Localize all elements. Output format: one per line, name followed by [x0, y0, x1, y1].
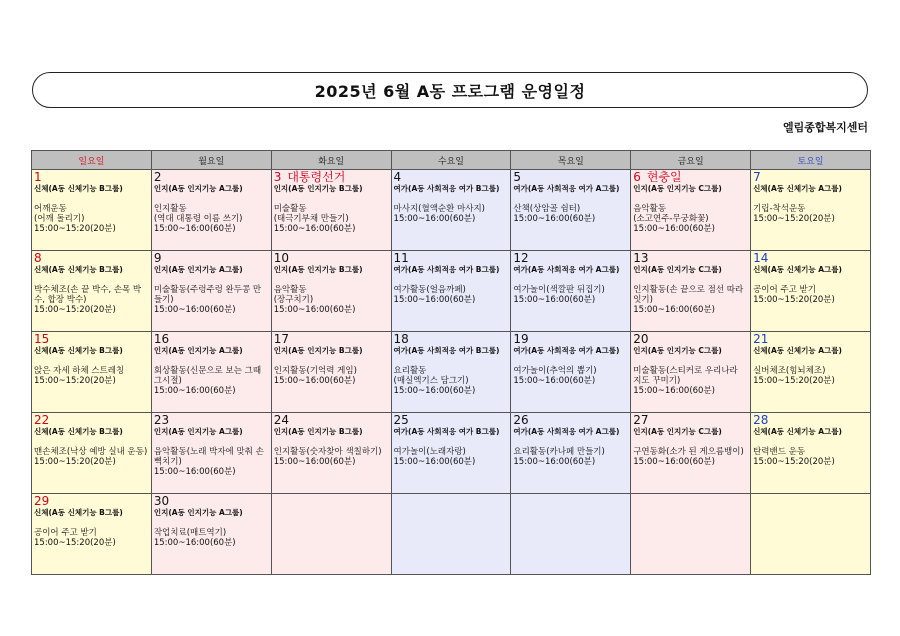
- program-group: 신체(A동 신체기능 A그룹): [753, 427, 842, 436]
- program-group: 인지(A동 인지기능 C그룹): [633, 346, 722, 355]
- program-name: 음악활동: [633, 204, 667, 214]
- program-name: 인지활동(숫자찾아 색칠하기): [273, 447, 382, 457]
- program-time: 15:00~16:00(60분): [633, 386, 715, 396]
- program-name: 마사지(혈액순환 마사지): [393, 204, 485, 214]
- program-name: 회상활동(신문으로 보는 그때 그시절): [153, 366, 262, 386]
- day-number: 6: [633, 170, 641, 184]
- day-cell: [751, 332, 871, 413]
- program-name: 공이어 주고 받기: [753, 285, 816, 295]
- program-name: 인지활동(기억력 게임): [273, 366, 357, 376]
- program-group: 인지(A동 인지기능 B그룹): [273, 346, 363, 355]
- program-name: (매실엑기스 담그기): [393, 376, 469, 386]
- program-name: (어깨 돌리기): [34, 214, 85, 224]
- day-number: 23: [153, 413, 170, 427]
- program-name: (장구치기): [273, 295, 314, 305]
- program-group: 인지(A동 인지기능 A그룹): [153, 427, 243, 436]
- day-cell: [391, 170, 511, 251]
- program-name: 박수체조(손 끝 박수, 손목 박수, 합장 박수): [34, 285, 142, 305]
- program-name: 인지활동: [153, 204, 187, 214]
- day-cell: [151, 332, 271, 413]
- day-number: 21: [753, 332, 769, 346]
- day-cell: [271, 251, 391, 332]
- program-group: 인지(A동 인지기능 C그룹): [633, 427, 722, 436]
- week-row: [32, 251, 871, 332]
- program-group: 여가(A동 사회적응 여가 B그룹): [393, 184, 500, 193]
- day-number: 18: [393, 332, 409, 346]
- program-time: 15:00~15:20(20분): [34, 457, 116, 467]
- day-cell: [391, 332, 511, 413]
- day-cell: [631, 332, 751, 413]
- program-name: 기립-착석운동: [753, 204, 806, 214]
- program-time: 15:00~16:00(60분): [633, 224, 715, 234]
- day-cell: [751, 251, 871, 332]
- program-name: 미술활동: [273, 204, 307, 214]
- program-name: 실버체조(힘뇌체조): [753, 366, 826, 376]
- day-cell: [511, 332, 631, 413]
- day-number: 27: [633, 413, 649, 427]
- program-time: 15:00~16:00(60분): [393, 295, 476, 305]
- program-group: 여가(A동 사회적응 여가 A그룹): [513, 265, 620, 274]
- program-name: 탄력밴드 운동: [753, 447, 806, 457]
- program-group: 여가(A동 사회적응 여가 B그룹): [393, 346, 500, 355]
- day-number: 3: [273, 170, 282, 184]
- program-group: 인지(A동 인지기능 B그룹): [273, 427, 363, 436]
- day-cell: [511, 170, 631, 251]
- program-name: 공이어 주고 받기: [34, 528, 97, 538]
- program-time: 15:00~16:00(60분): [393, 214, 476, 224]
- day-number: 15: [34, 332, 50, 346]
- weekday-header: 수요일: [391, 151, 511, 170]
- day-cell: [32, 413, 152, 494]
- day-cell: [151, 413, 271, 494]
- day-cell: [511, 413, 631, 494]
- program-time: 15:00~16:00(60분): [273, 457, 356, 467]
- week-row: [32, 494, 871, 575]
- day-number: 10: [273, 251, 289, 265]
- day-cell: [271, 413, 391, 494]
- day-cell: [151, 251, 271, 332]
- program-group: 여가(A동 사회적응 여가 B그룹): [393, 265, 500, 274]
- day-cell: [32, 251, 152, 332]
- weekday-header: 토요일: [751, 151, 871, 170]
- weekday-header: 목요일: [511, 151, 631, 170]
- program-name: (소고연주-무궁화꽃): [633, 214, 709, 224]
- day-number: 7: [753, 170, 761, 184]
- program-time: 15:00~16:00(60분): [273, 224, 356, 234]
- program-time: 15:00~15:20(20분): [34, 376, 116, 386]
- day-cell: [271, 170, 391, 251]
- program-name: 인지활동(손 끝으로 점선 따라 잇기): [633, 285, 744, 305]
- program-time: 15:00~16:00(60분): [153, 467, 236, 477]
- day-cell: [32, 494, 152, 575]
- program-time: 15:00~16:00(60분): [273, 376, 356, 386]
- program-group: 인지(A동 인지기능 C그룹): [633, 184, 722, 193]
- program-group: 인지(A동 인지기능 B그룹): [273, 184, 363, 193]
- day-cell: [391, 413, 511, 494]
- program-time: 15:00~16:00(60분): [393, 386, 476, 396]
- program-group: 인지(A동 인지기능 A그룹): [153, 184, 243, 193]
- program-name: 구연동화(소가 된 게으름뱅이): [633, 447, 744, 457]
- day-number: 29: [34, 494, 50, 508]
- program-name: 산책(상암골 쉼터): [513, 204, 581, 214]
- program-group: 여가(A동 사회적응 여가 B그룹): [393, 427, 500, 436]
- day-cell: [151, 494, 271, 575]
- week-row: [32, 413, 871, 494]
- program-time: 15:00~15:20(20분): [34, 305, 116, 315]
- day-number: 5: [513, 170, 522, 184]
- monthly-schedule-table: [31, 150, 871, 575]
- day-number: 25: [393, 413, 409, 427]
- week-row: [32, 332, 871, 413]
- day-cell: [511, 494, 631, 575]
- day-number: 1: [34, 170, 42, 184]
- program-time: 15:00~16:00(60분): [153, 224, 236, 234]
- program-name: 여가놀이(노래자랑): [393, 447, 466, 457]
- day-cell: [631, 494, 751, 575]
- program-group: 여가(A동 사회적응 여가 A그룹): [513, 427, 620, 436]
- program-time: 15:00~15:20(20분): [753, 295, 835, 305]
- program-time: 15:00~16:00(60분): [393, 457, 476, 467]
- program-time: 15:00~16:00(60분): [513, 376, 596, 386]
- day-number: 13: [633, 251, 649, 265]
- program-name: 앉은 자세 하체 스트레칭: [34, 366, 125, 376]
- day-cell: [751, 494, 871, 575]
- program-group: 신체(A동 신체기능 A그룹): [753, 265, 842, 274]
- program-name: (역대 대통령 이름 쓰기): [153, 214, 243, 224]
- program-group: 신체(A동 신체기능 B그룹): [34, 346, 123, 355]
- program-name: 여가놀이(추억의 뽑기): [513, 366, 597, 376]
- program-time: 15:00~15:20(20분): [34, 224, 116, 234]
- program-time: 15:00~15:20(20분): [753, 376, 835, 386]
- day-number: 14: [753, 251, 769, 265]
- program-group: 여가(A동 사회적응 여가 A그룹): [513, 184, 620, 193]
- program-name: 음악활동(노래 박자에 맞춰 손뼉치기): [153, 447, 264, 467]
- day-cell: [631, 170, 751, 251]
- weekday-header: 일요일: [32, 151, 152, 170]
- program-time: 15:00~16:00(60분): [153, 305, 236, 315]
- day-number: 19: [513, 332, 529, 346]
- day-cell: [391, 494, 511, 575]
- program-group: 신체(A동 신체기능 A그룹): [753, 346, 842, 355]
- program-group: 신체(A동 신체기능 B그룹): [34, 184, 123, 193]
- program-name: 여가놀이(색깔판 뒤집기): [513, 285, 605, 295]
- program-name: 음악활동: [273, 285, 307, 295]
- program-time: 15:00~16:00(60분): [513, 214, 596, 224]
- program-name: 요리활동(카나페 만들기): [513, 447, 605, 457]
- program-group: 신체(A동 신체기능 A그룹): [753, 184, 842, 193]
- program-name: 미술활동(스티커로 우리나라 지도 꾸미기): [633, 366, 738, 386]
- program-group: 신체(A동 신체기능 B그룹): [34, 427, 123, 436]
- program-name: (태극기부채 만들기): [273, 214, 349, 224]
- page-title: 2025년 6월 A동 프로그램 운영일정: [32, 72, 868, 108]
- program-time: 15:00~15:20(20분): [753, 214, 835, 224]
- program-name: 미술활동(주렁주렁 완두콩 만들기): [153, 285, 262, 305]
- weekday-header: 화요일: [271, 151, 391, 170]
- program-name: 여가활동(얼음까페): [393, 285, 466, 295]
- program-time: 15:00~15:20(20분): [753, 457, 835, 467]
- day-number: 4: [393, 170, 402, 184]
- day-cell: [751, 170, 871, 251]
- day-number: 11: [393, 251, 409, 265]
- program-group: 인지(A동 인지기능 B그룹): [273, 265, 363, 274]
- weekday-header: 월요일: [151, 151, 271, 170]
- day-number: 22: [34, 413, 50, 427]
- day-number: 20: [633, 332, 649, 346]
- day-cell: [271, 332, 391, 413]
- day-cell: [511, 251, 631, 332]
- program-time: 15:00~16:00(60분): [273, 305, 356, 315]
- day-number: 9: [153, 251, 162, 265]
- program-time: 15:00~16:00(60분): [633, 305, 715, 315]
- day-number: 17: [273, 332, 289, 346]
- day-cell: [391, 251, 511, 332]
- program-group: 인지(A동 인지기능 C그룹): [633, 265, 722, 274]
- program-group: 신체(A동 신체기능 B그룹): [34, 508, 123, 517]
- organization-name: 엘림종합복지센터: [782, 121, 868, 134]
- program-time: 15:00~16:00(60분): [513, 457, 596, 467]
- program-time: 15:00~16:00(60분): [513, 295, 596, 305]
- day-number: 28: [753, 413, 769, 427]
- day-number: 8: [34, 251, 42, 265]
- program-group: 신체(A동 신체기능 B그룹): [34, 265, 123, 274]
- program-name: 어깨운동: [34, 204, 67, 214]
- day-cell: [32, 332, 152, 413]
- program-group: 인지(A동 인지기능 A그룹): [153, 508, 243, 517]
- day-number: 30: [153, 494, 170, 508]
- day-number: 2: [153, 170, 162, 184]
- program-time: 15:00~16:00(60분): [153, 386, 236, 396]
- day-cell: [271, 494, 391, 575]
- day-number: 24: [273, 413, 289, 427]
- program-name: 맨손체조(낙상 예방 실내 운동): [34, 447, 148, 457]
- day-cell: [32, 170, 152, 251]
- day-cell: [151, 170, 271, 251]
- program-time: 15:00~16:00(60분): [153, 538, 236, 548]
- program-group: 여가(A동 사회적응 여가 A그룹): [513, 346, 620, 355]
- weekday-header: 금요일: [631, 151, 751, 170]
- program-name: 요리활동: [393, 366, 427, 376]
- holiday-label: 대통령선거: [287, 170, 346, 184]
- holiday-label: 현충일: [646, 170, 682, 184]
- program-group: 인지(A동 인지기능 A그룹): [153, 346, 243, 355]
- weekday-header-row: [32, 151, 871, 170]
- day-cell: [631, 413, 751, 494]
- program-group: 인지(A동 인지기능 A그룹): [153, 265, 243, 274]
- program-time: 15:00~15:20(20분): [34, 538, 116, 548]
- day-cell: [631, 251, 751, 332]
- day-number: 26: [513, 413, 529, 427]
- day-cell: [751, 413, 871, 494]
- week-row: [32, 170, 871, 251]
- day-number: 16: [153, 332, 170, 346]
- program-name: 작업치료(매트역기): [153, 528, 227, 538]
- program-time: 15:00~16:00(60분): [633, 457, 715, 467]
- day-number: 12: [513, 251, 529, 265]
